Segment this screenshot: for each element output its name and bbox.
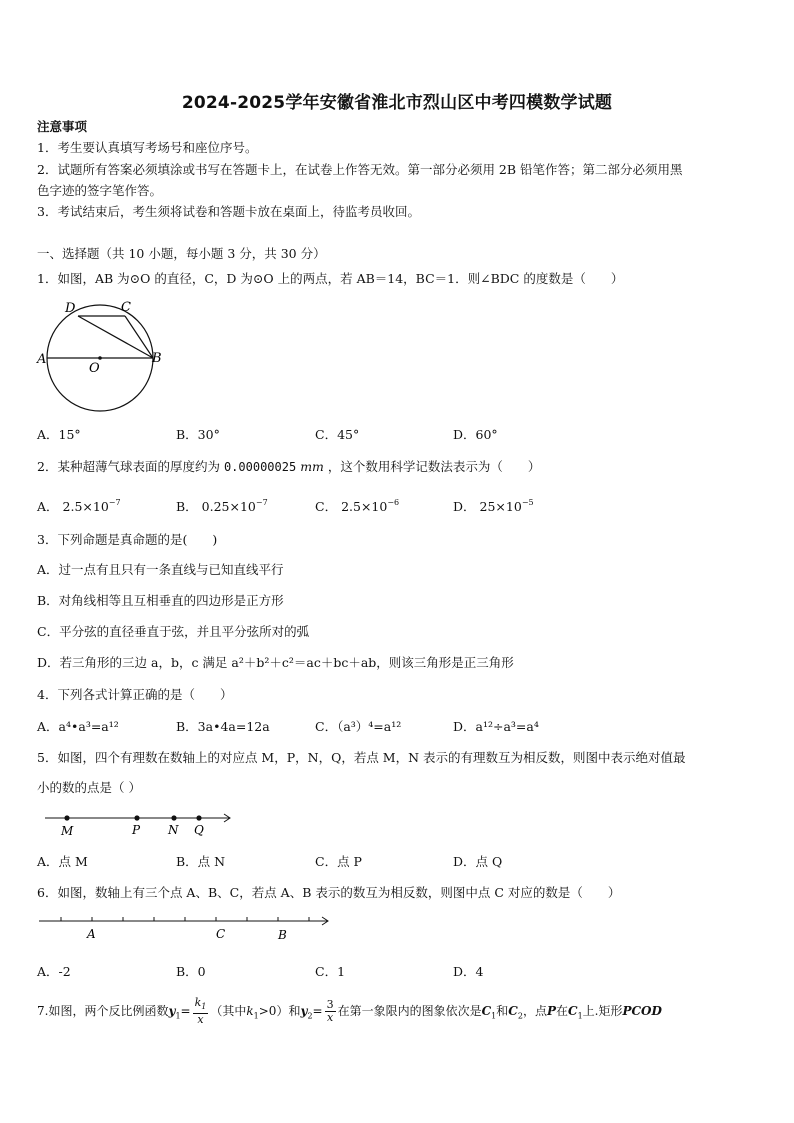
- q3-option-c: C．平分弦的直径垂直于弦，并且平分弦所对的弧: [37, 624, 310, 639]
- q4-option-a: A．a⁴•a³=a¹²: [37, 719, 119, 734]
- q2-stem-text: 2．某种超薄气球表面的厚度约为: [37, 459, 220, 474]
- notice-heading: 注意事项: [37, 119, 88, 134]
- question-2-stem: [37, 458, 540, 476]
- point-a: A: [87, 927, 96, 941]
- point-c: C: [216, 927, 226, 941]
- question-6-stem: 6．如图，数轴上有三个点 A、B、C，若点 A、B 表示的数互为相反数，则图中点 C 对应的数是（ ）: [37, 885, 621, 900]
- q2-option-d: D． $25\times 10^{-5}$: [453, 498, 534, 514]
- q6-option-b: B．0: [176, 964, 206, 979]
- q2-number: 0.00000025: [223, 460, 297, 474]
- q2-stem-tail: ，这个数用科学记数法表示为（ ）: [327, 459, 541, 474]
- q4-option-b: B．3a•4a=12a: [176, 719, 270, 734]
- page-title: 2024-2025学年安徽省淮北市烈山区中考四模数学试题: [181, 93, 613, 113]
- q5-option-b: B．点 N: [176, 854, 226, 869]
- point-q: Q: [194, 823, 204, 837]
- q2-option-b: B． $0.25\times 10^{-7}$: [176, 498, 268, 514]
- section-heading: 一、选择题（共 10 小题，每小题 3 分，共 30 分）: [37, 246, 326, 261]
- question-7-stem: 7.如图，两个反比例函数$y_1=$ $\frac{k_1}{x}$ （其中$k_1>0$）和$y_2=$ $\frac{3}{x}$ 在第一象限内的图象依次是$C_1$和$C_2$，点P在$C_1$上.矩形PCOD: [37, 995, 662, 1027]
- label-d: D: [65, 301, 76, 316]
- question-4-stem: 4．下列各式计算正确的是（ ）: [37, 687, 233, 702]
- q3-option-d: D．若三角形的三边 a，b，c 满足 a²＋b²＋c²＝ac＋bc＋ab，则该三角形是正三角形: [37, 655, 514, 670]
- q5-option-a: A．点 M: [37, 854, 88, 869]
- point-n: N: [168, 823, 179, 837]
- q6-option-c: C．1: [315, 964, 346, 979]
- question-1-stem: 1．如图，AB 为⊙O 的直径，C，D 为⊙O 上的两点，若 AB＝14，BC＝1．则∠BDC 的度数是（ ）: [37, 271, 624, 286]
- q4-option-c: C．（a³）⁴=a¹²: [315, 719, 402, 734]
- q1-option-a: A．15°: [37, 427, 81, 442]
- question-5-stem-cont: 小的数的点是（ ）: [37, 780, 141, 795]
- question-5-stem: 5．如图，四个有理数在数轴上的对应点 M，P，N，Q，若点 M，N 表示的有理数互为相反数，则图中表示绝对值最: [37, 750, 686, 765]
- q5-option-d: D．点 Q: [453, 854, 503, 869]
- point-m: M: [61, 824, 74, 838]
- label-b: B: [152, 351, 162, 366]
- q6-number-line: [36, 910, 336, 946]
- q5-number-line: [40, 808, 240, 844]
- fraction-3-over-x: $\frac{3}{x}$: [326, 998, 334, 1024]
- notice-item: 色字迹的签字笔作答。: [37, 183, 163, 198]
- fraction-k1-over-x: $\frac{k_1}{x}$: [194, 995, 207, 1027]
- q1-option-d: D．60°: [453, 427, 498, 442]
- q1-option-b: B．30°: [176, 427, 220, 442]
- question-3-stem: 3．下列命题是真命题的是( ): [37, 532, 218, 547]
- point-b: B: [278, 928, 287, 942]
- label-c: C: [121, 300, 131, 315]
- notice-item: 3．考试结束后，考生须将试卷和答题卡放在桌面上，待监考员收回。: [37, 204, 420, 219]
- q4-option-d: D．a¹²÷a³=a⁴: [453, 719, 539, 734]
- q1-circle-figure: [34, 295, 164, 415]
- q2-unit: mm: [300, 459, 324, 474]
- q5-option-c: C．点 P: [315, 854, 362, 869]
- q2-option-c: C． $2.5\times 10^{-6}$: [315, 498, 400, 514]
- q2-option-a: A． $2.5\times 10^{-7}$: [37, 498, 121, 514]
- q1-option-c: C．45°: [315, 427, 360, 442]
- q6-option-a: A．-2: [37, 964, 71, 979]
- notice-item: 1．考生要认真填写考场号和座位序号。: [37, 140, 258, 155]
- label-a: A: [37, 352, 47, 367]
- q6-option-d: D．4: [453, 964, 484, 979]
- q3-option-a: A．过一点有且只有一条直线与已知直线平行: [37, 562, 284, 577]
- point-p: P: [132, 823, 141, 837]
- q3-option-b: B．对角线相等且互相垂直的四边形是正方形: [37, 593, 284, 608]
- label-o: O: [89, 361, 100, 376]
- notice-item: 2．试题所有答案必须填涂或书写在答题卡上，在试卷上作答无效。第一部分必须用 2B 铅笔作答；第二部分必须用黑: [37, 162, 683, 177]
